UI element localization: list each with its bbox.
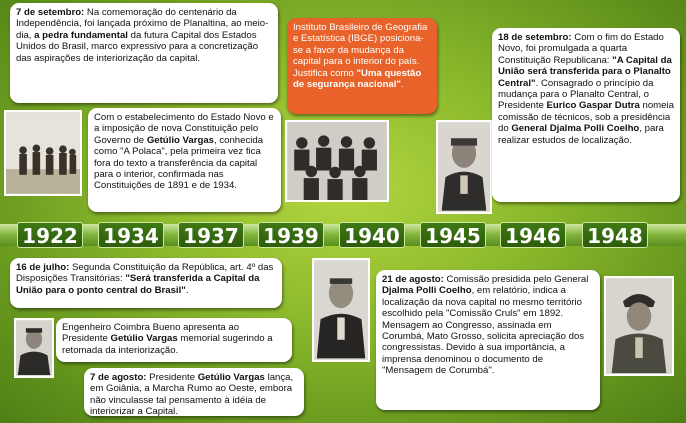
coimbra-text-b: memorial sugerindo a retomada da interiorização. (62, 333, 273, 356)
event-1946-general: General Djalma Polli Coelho (511, 123, 640, 135)
event-1922-highlight: a pedra fundamental (34, 29, 128, 41)
group-portrait-image (287, 122, 387, 200)
ibge-quote: "Uma questão de segurança nacional" (293, 67, 422, 91)
photo-dutra-1946 (436, 120, 492, 214)
event-1937-name: Getúlio Vargas (146, 134, 214, 146)
event-1940-name: Getúlio Vargas (197, 372, 265, 383)
event-1948-text-a: Comissão presidida pelo General (443, 274, 589, 285)
portrait-coimbra-image (16, 320, 52, 376)
year-1934: 1934 (98, 222, 164, 248)
photo-polli-coelho (604, 276, 674, 376)
event-1934-text-a: Segunda Constituição da República, art. 4º das Disposições Transitórias: (16, 262, 274, 285)
year-1945: 1945 (420, 222, 486, 248)
event-1937-text-a: Com o estabelecimento do Estado Novo e a imposição de nova Constituição pelo Governo de (94, 112, 274, 146)
crowd-image (6, 112, 80, 194)
event-1940-box (84, 368, 304, 416)
event-1937-text-b: , conhecida como "A Polaca", pela primeira vez fica fora do texto a transferência da capital para o interior, confirmada nas Constituições de 1891 e de 1934. (94, 134, 264, 192)
year-1922: 1922 (17, 222, 83, 248)
photo-crowd-1922 (4, 110, 82, 196)
photo-coimbra (14, 318, 54, 378)
year-1946: 1946 (500, 222, 566, 248)
year-1940: 1940 (339, 222, 405, 248)
event-1948-box (376, 270, 600, 410)
ibge-box (287, 18, 437, 114)
event-1922-text-a: Na comemoração do centenário da Independência, foi lançada próximo de Planaltina, ao meio-dia, (16, 7, 269, 41)
event-1940-date: 7 de agosto: (90, 372, 147, 383)
event-1940-text-b: lança, em Goiânia, a Marcha Rumo ao Oeste, embora não vinculasse tal pensamento à idéia de interiorizar a Capital. (90, 372, 294, 418)
event-1940-text-a: Presidente (146, 372, 198, 383)
event-1934-text-b: . (185, 284, 189, 296)
event-1946-text-b: . Consagrado o princípio da mudança para o Planalto Central, o Presidente (498, 77, 654, 112)
event-1934-date: 16 de julho: (16, 262, 70, 273)
ibge-text-b: . (401, 79, 404, 91)
coimbra-name: Getúlio Vargas (110, 333, 178, 345)
event-1922-box (10, 3, 278, 103)
year-1937: 1937 (178, 222, 244, 248)
event-1948-general: Djalma Polli Coelho (382, 285, 472, 297)
event-1946-date: 18 de setembro: (498, 32, 572, 43)
event-1946-box (492, 28, 680, 202)
event-1948-text-b: , em relatório, indica a localização da nova capital no mesmo território escolhido pela "Comissão Cruls" em 1892. Mensagem ao Congresso, assinada em Corumbá, Mato Grosso, solicita apreciação dos congressistas. Devido à sua importância, a imprensa denominou o documento de "Mensagem de Corumbá". (382, 285, 585, 377)
event-1946-text-c: nomeia comissão de técnicos, sob a presidência do (498, 100, 674, 135)
event-1937-box (88, 108, 281, 212)
event-1922-text-b: da futura Capital dos Estados Unidos do Brasil, marco expressivo para a concretização das aspirações de interiorização da capital. (16, 29, 259, 64)
event-1934-quote: "Será transferida a Capital da União para o ponto central do Brasil" (16, 273, 260, 296)
event-1922-date: 7 de setembro: (16, 7, 85, 18)
portrait-polli-coelho-image (606, 278, 672, 374)
photo-group-1937 (285, 120, 389, 202)
event-1946-president: Eurico Gaspar Dutra (546, 100, 640, 112)
coimbra-text-a: Engenheiro Coimbra Bueno apresenta ao Presidente (62, 322, 240, 345)
coimbra-box (56, 318, 292, 362)
event-1948-date: 21 de agosto: (382, 274, 444, 285)
event-1946-text-d: , para realizar estudos de localização. (498, 123, 664, 146)
event-1934-box (10, 258, 282, 308)
portrait-dutra-image (438, 122, 490, 212)
year-1948: 1948 (582, 222, 648, 248)
ibge-text-a: Instituto Brasileiro de Geografia e Estatística (IBGE) posiciona-se a favor da mudança da capital para o interior do país. Justifica como (293, 22, 428, 79)
year-1939: 1939 (258, 222, 324, 248)
event-1946-text-a: Com o fim do Estado Novo, foi promulgada a quarta Constituição Republicana: (498, 32, 664, 66)
photo-vargas-1940 (312, 258, 370, 362)
event-1946-quote: "A Capital da União será transferida para o Planalto Central" (498, 54, 672, 89)
portrait-vargas-image (314, 260, 368, 360)
